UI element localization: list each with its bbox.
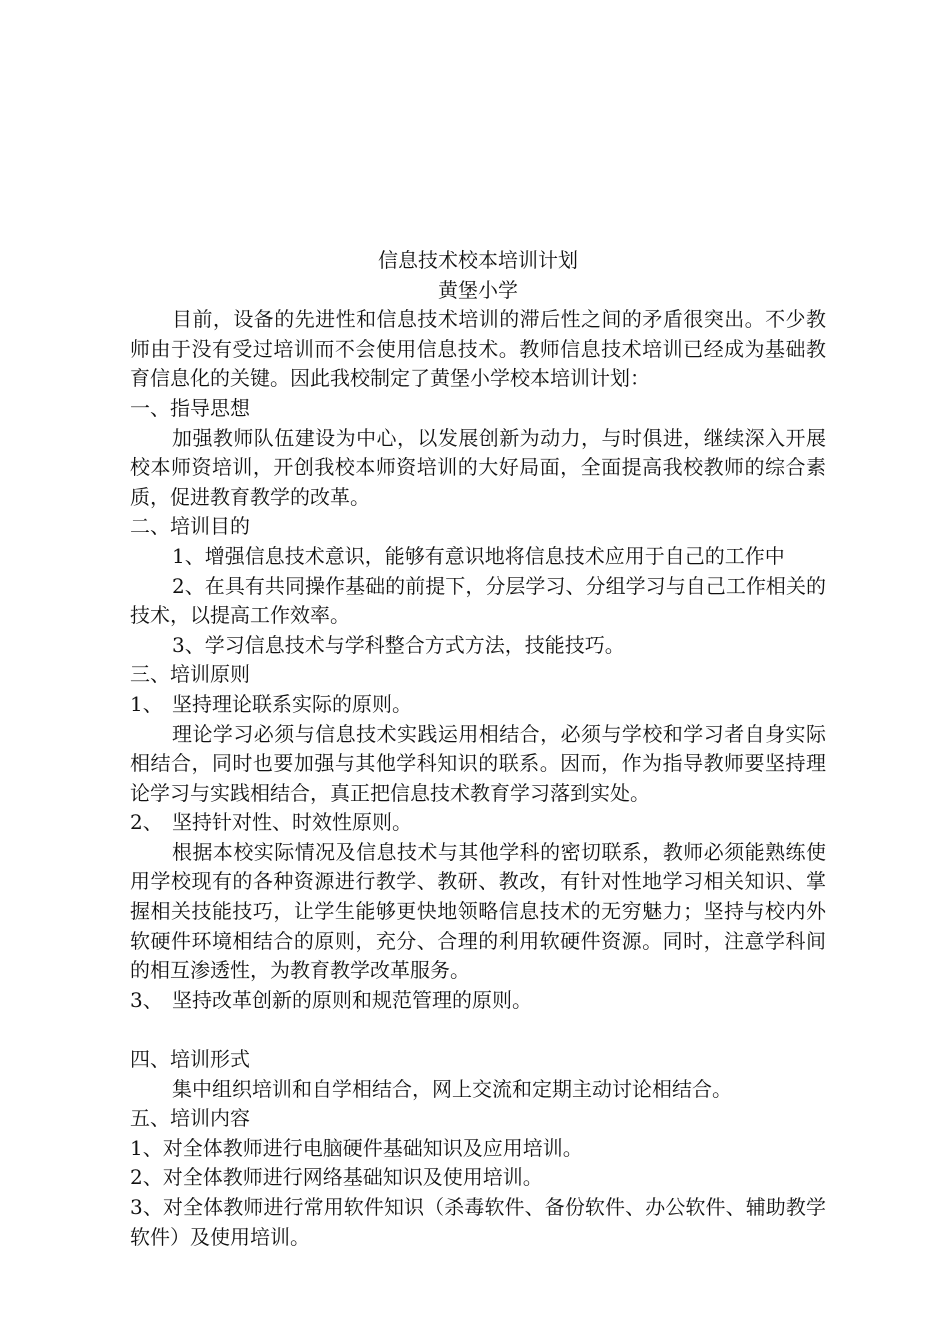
principle-2-number: 2、 (130, 810, 163, 835)
principle-2-title: 坚持针对性、时效性原则。 (172, 810, 412, 835)
principle-1-title: 坚持理论联系实际的原则。 (172, 691, 412, 716)
principle-1 (130, 690, 826, 720)
intro-paragraph: 目前，设备的先进性和信息技术培训的滞后性之间的矛盾很突出。不少教师由于没有受过培训而不会使用信息技术。教师信息技术培训已经成为基础教育信息化的关键。因此我校制定了黄堡小学校本培训计划： (130, 307, 826, 391)
section-2-heading: 二、培训目的 (130, 514, 250, 539)
principle-3-title: 坚持改革创新的原则和规范管理的原则。 (172, 987, 532, 1012)
section-4-heading: 四、培训形式 (130, 1047, 250, 1072)
section-2-item-3: 3、学习信息技术与学科整合方式方法，技能技巧。 (172, 632, 625, 657)
document-title: 信息技术校本培训计划 (378, 248, 578, 272)
section-3-heading: 三、培训原则 (130, 662, 250, 687)
section-1-heading: 一、指导思想 (130, 395, 250, 420)
principle-2 (130, 808, 826, 838)
blank-line (130, 1015, 826, 1045)
section-2-item-1: 1、增强信息技术意识，能够有意识地将信息技术应用于自己的工作中 (172, 543, 785, 568)
principle-1-body: 理论学习必须与信息技术实践运用相结合，必须与学校和学习者自身实际相结合，同时也要加强与其他学科知识的联系。因而，作为指导教师要坚持理论学习与实践相结合，真正把信息技术教育学习落到实处。 (130, 721, 826, 805)
section-5-item-1: 1、对全体教师进行电脑硬件基础知识及应用培训。 (130, 1135, 583, 1160)
section-5-heading: 五、培训内容 (130, 1106, 250, 1131)
section-5-item-3: 3、对全体教师进行常用软件知识（杀毒软件、备份软件、办公软件、辅助教学软件）及使用培训。 (130, 1195, 826, 1249)
principle-3-number: 3、 (130, 987, 163, 1012)
section-5-item-2: 2、对全体教师进行网络基础知识及使用培训。 (130, 1165, 543, 1190)
document-subtitle: 黄堡小学 (438, 277, 518, 302)
principle-2-body: 根据本校实际情况及信息技术与其他学科的密切联系，教师必须能熟练使用学校现有的各种资源进行教学、教研、教改，有针对性地学习相关知识、掌握相关技能技巧，让学生能够更快地领略信息技术的无穷魅力；坚持与校内外软硬件环境相结合的原则，充分、合理的利用软硬件资源。同时，注意学科间的相互渗透性，为教育教学改革服务。 (130, 839, 826, 983)
section-1-body: 加强教师队伍建设为中心，以发展创新为动力，与时俱进，继续深入开展校本师资培训，开创我校本师资培训的大好局面，全面提高我校教师的综合素质，促进教育教学的改革。 (130, 425, 826, 509)
section-4-body: 集中组织培训和自学相结合，网上交流和定期主动讨论相结合。 (172, 1076, 732, 1101)
principle-3 (130, 986, 826, 1016)
principle-1-number: 1、 (130, 691, 163, 716)
section-2-item-2: 2、在具有共同操作基础的前提下，分层学习、分组学习与自己工作相关的技术，以提高工作效率。 (130, 573, 826, 628)
document-page (130, 246, 826, 1252)
